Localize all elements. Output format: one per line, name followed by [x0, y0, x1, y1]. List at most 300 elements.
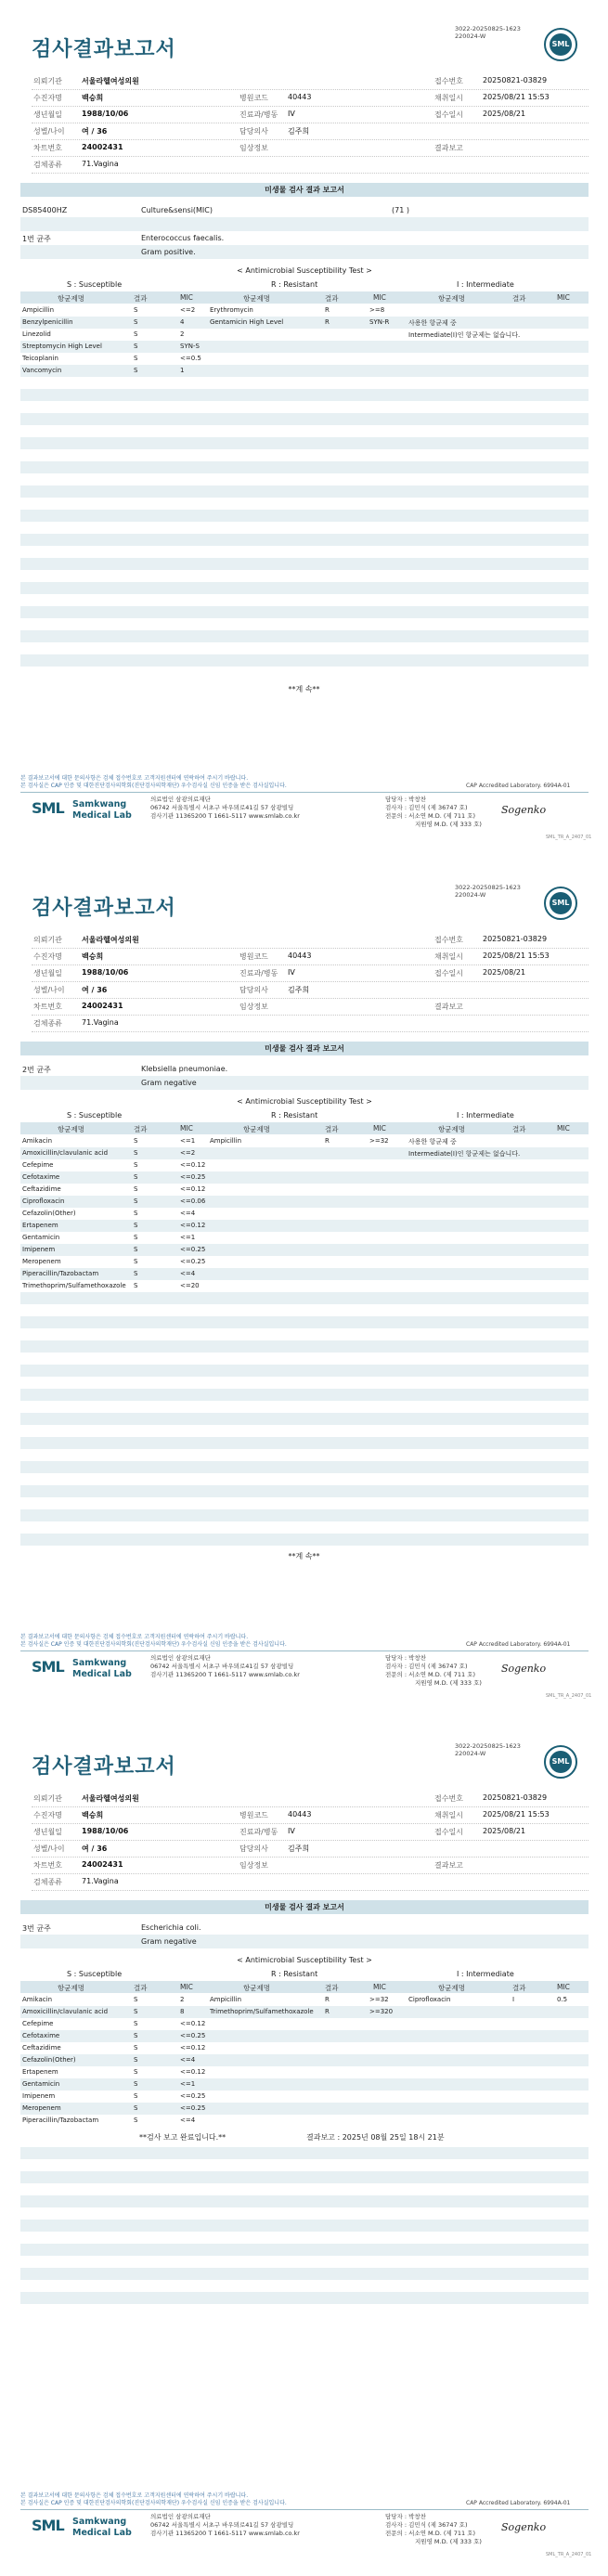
organism-label: DS85400HZ — [22, 206, 68, 214]
empty-row — [20, 2207, 589, 2220]
document-number-line: 3022-20250825-1623 — [455, 25, 521, 32]
mic: <=4 — [180, 2116, 196, 2124]
empty-row — [20, 1353, 589, 1365]
antibiotic-name: Cefotaxime — [22, 1173, 60, 1181]
ams-title: < Antimicrobial Susceptibility Test > — [237, 1097, 372, 1106]
report-title: 검사결과보고서 — [32, 38, 176, 61]
column-header-drug: 항균제명 — [243, 1125, 270, 1133]
staff-line: 담당자 : 박창찬 — [385, 796, 426, 803]
result: S — [134, 306, 138, 314]
lab-staff — [385, 2513, 482, 2546]
antibiotic-name: Imipenem — [22, 1246, 56, 1253]
column-header-result: 결과 — [134, 1984, 148, 1992]
empty-row — [20, 449, 589, 461]
signature: Sogenko — [501, 2521, 547, 2533]
info-value-hospital_code: 40443 — [288, 1810, 312, 1819]
ams-row — [20, 353, 589, 365]
empty-row — [20, 1292, 589, 1304]
ams-row — [20, 1232, 589, 1244]
empty-row — [20, 389, 589, 401]
empty-row — [20, 1534, 589, 1546]
result: S — [134, 2008, 138, 2015]
column-header-result: 결과 — [325, 1125, 339, 1133]
result: S — [134, 1210, 138, 1217]
info-value-hospital_code: 40443 — [288, 93, 312, 101]
empty-row — [20, 1425, 589, 1437]
ams-row — [20, 2091, 589, 2103]
empty-row — [20, 2280, 589, 2292]
ams-row — [20, 1256, 589, 1268]
legend-susceptible: S : Susceptible — [67, 1111, 123, 1120]
legend-resistant: R : Resistant — [271, 1970, 318, 1978]
legend-intermediate: I : Intermediate — [457, 1111, 514, 1120]
empty-row — [20, 534, 589, 546]
mic: <=0.12 — [180, 2068, 206, 2076]
ams-row — [20, 1268, 589, 1280]
lab-name-line1: Samkwang — [72, 1658, 127, 1668]
column-header-drug: 항균제명 — [58, 1984, 84, 1992]
info-value-collected: 2025/08/21 15:53 — [483, 93, 550, 101]
info-label-dept: 진료과/병동 — [239, 1828, 278, 1836]
mic: >=32 — [369, 1996, 389, 2003]
organism-line — [20, 1921, 589, 1935]
document-number-line: 3022-20250825-1623 — [455, 1742, 521, 1750]
mic: <=0.5 — [180, 355, 201, 362]
address-line: 의료법인 삼광의료재단 — [150, 2513, 211, 2520]
info-value-collected: 2025/08/21 15:53 — [483, 1810, 550, 1819]
antibiotic-name: Trimethoprim/Sulfamethoxazole — [210, 2008, 314, 2015]
info-value-specimen: 71.Vagina — [82, 1877, 119, 1885]
antibiotic-name: Ertapenem — [22, 1222, 58, 1229]
column-header-result: 결과 — [512, 1125, 526, 1133]
info-value-received_date: 2025/08/21 — [483, 110, 526, 118]
empty-row — [20, 2244, 589, 2256]
info-value-chart: 24002431 — [82, 1002, 123, 1010]
info-value-patient: 백승희 — [82, 94, 104, 102]
ams-legend — [20, 1969, 589, 1980]
footer-divider — [20, 792, 589, 793]
empty-row — [20, 570, 589, 582]
result: I — [512, 1996, 515, 2003]
empty-row — [20, 1377, 589, 1389]
antibiotic-name: Ciprofloxacin — [22, 1197, 65, 1205]
column-header-drug: 항균제명 — [58, 294, 84, 303]
empty-row — [20, 2220, 589, 2232]
organism-line — [20, 231, 589, 245]
ams-row — [20, 2078, 589, 2091]
info-label-report: 결과보고 — [434, 1861, 463, 1870]
info-label-specimen: 검체종류 — [33, 161, 62, 169]
mic: <=0.25 — [180, 2092, 206, 2100]
ams-legend — [20, 1110, 589, 1121]
footer-logo — [32, 2517, 72, 2544]
column-header-result: 결과 — [512, 1984, 526, 1992]
sml-logo — [544, 28, 577, 61]
info-label-client: 의뢰기관 — [33, 936, 62, 944]
ams-row — [20, 1135, 589, 1147]
result: S — [134, 355, 138, 362]
mic: <=0.12 — [180, 2020, 206, 2027]
report-complete-note: **검사 보고 완료입니다.** — [139, 2133, 226, 2142]
info-label-client: 의뢰기관 — [33, 1794, 62, 1803]
mic: <=1 — [180, 1137, 196, 1145]
result: S — [134, 1149, 138, 1157]
sml-logo — [544, 887, 577, 920]
legend-susceptible: S : Susceptible — [67, 1970, 123, 1978]
address-line: 의료법인 삼광의료재단 — [150, 1654, 211, 1662]
document-number-line: 220024-W — [455, 32, 486, 40]
empty-row — [20, 1521, 589, 1534]
empty-row — [20, 1340, 589, 1353]
info-row — [32, 949, 589, 965]
column-header-drug: 항균제명 — [243, 294, 270, 303]
antibiotic-name: Meropenem — [22, 1258, 61, 1265]
result: S — [134, 1996, 138, 2003]
lab-name — [72, 799, 132, 822]
ams-row — [20, 1994, 589, 2006]
column-header-mic: MIC — [180, 1124, 193, 1133]
staff-line: 전문의 : 서소연 M.D. (제 711 호) — [385, 2530, 476, 2537]
info-label-collected: 채취일시 — [434, 1811, 463, 1819]
sml-logo-text: SML — [550, 1751, 572, 1773]
info-label-dob: 생년월일 — [33, 1828, 62, 1836]
empty-row — [20, 498, 589, 510]
ams-row — [20, 2018, 589, 2030]
ams-row — [20, 365, 589, 377]
empty-row — [20, 1389, 589, 1401]
antibiotic-name: Intermediate(I)인 항균제는 없습니다. — [408, 331, 521, 339]
organism-line — [20, 217, 589, 231]
empty-row — [20, 1461, 589, 1473]
empty-row — [20, 667, 589, 679]
info-label-dept: 진료과/병동 — [239, 110, 278, 119]
info-value-specimen: 71.Vagina — [82, 160, 119, 168]
result: S — [134, 2020, 138, 2027]
mic: 2 — [180, 330, 185, 338]
lab-staff — [385, 1654, 482, 1688]
staff-line: 검사자 : 김민식 (제 36747 호) — [385, 804, 468, 811]
ams-row — [20, 1184, 589, 1196]
column-header-result: 결과 — [325, 294, 339, 303]
mic: <=1 — [180, 2080, 196, 2088]
ams-row — [20, 2042, 589, 2054]
info-value-hospital_code: 40443 — [288, 951, 312, 960]
signature: Sogenko — [501, 804, 547, 816]
antibiotic-name: 사용한 항균제 중 — [408, 1138, 457, 1146]
patient-info — [32, 1791, 589, 1891]
antibiotic-name: Piperacillin/Tazobactam — [22, 2116, 99, 2124]
info-value-patient: 백승희 — [82, 1811, 104, 1819]
column-header-result: 결과 — [134, 1125, 148, 1133]
info-row — [32, 90, 589, 107]
document-number-line: 220024-W — [455, 891, 486, 899]
lab-name — [72, 2517, 132, 2539]
info-label-sexage: 성별/나이 — [33, 1845, 65, 1853]
antibiotic-name: Streptomycin High Level — [22, 343, 102, 350]
mic: <=0.25 — [180, 1173, 206, 1181]
empty-row — [20, 1509, 589, 1521]
empty-row — [20, 618, 589, 630]
info-value-sexage: 여 / 36 — [82, 986, 108, 994]
staff-line: 지원영 M.D. (제 333 호) — [415, 821, 482, 828]
result: S — [134, 343, 138, 350]
info-value-sexage: 여 / 36 — [82, 1845, 108, 1853]
antibiotic-name: Cefazolin(Other) — [22, 2056, 76, 2064]
info-label-hospital_code: 병원코드 — [239, 1811, 268, 1819]
info-value-patient: 백승희 — [82, 952, 104, 961]
info-value-sexage: 여 / 36 — [82, 127, 108, 136]
result: S — [134, 2092, 138, 2100]
address-line: 06742 서울특별시 서초구 바우뫼로41길 57 삼광빌딩 — [150, 1663, 294, 1670]
info-label-doctor: 담당의사 — [239, 127, 268, 136]
empty-row — [20, 1449, 589, 1461]
ams-row — [20, 1196, 589, 1208]
antibiotic-name: Teicoplanin — [22, 355, 58, 362]
organism-line — [20, 1935, 589, 1948]
column-header-drug: 항균제명 — [438, 1125, 465, 1133]
antibiotic-name: Trimethoprim/Sulfamethoxazole — [22, 1282, 126, 1289]
column-header-mic: MIC — [373, 1124, 386, 1133]
notice-line: 본 결과보고서에 대한 문의사항은 검체 접수번호로 고객지원센터에 연락하여 주시기 바랍니다. — [20, 775, 249, 782]
info-label-report: 결과보고 — [434, 1003, 463, 1011]
ams-row — [20, 304, 589, 317]
micro-section-title: 미생물 검사 결과 보고서 — [20, 183, 589, 197]
ams-row — [20, 341, 589, 353]
empty-row — [20, 2159, 589, 2171]
antibiotic-name: Meropenem — [22, 2104, 61, 2112]
empty-row — [20, 642, 589, 654]
address-line: 검사기관 11365200 T 1661-5117 www.smlab.co.kr — [150, 812, 300, 820]
organism-text: Escherichia coli. — [141, 1923, 201, 1932]
result: S — [134, 2068, 138, 2076]
info-row — [32, 1841, 589, 1858]
info-label-sexage: 성별/나이 — [33, 986, 65, 994]
antibiotic-name: Ampicillin — [210, 1137, 242, 1145]
ams-row — [20, 2115, 589, 2127]
empty-row — [20, 437, 589, 449]
organism-text: Enterococcus faecalis. — [141, 234, 225, 242]
antibiotic-name: Benzylpenicillin — [22, 318, 73, 326]
antibiotic-name: Cefazolin(Other) — [22, 1210, 76, 1217]
info-label-report: 결과보고 — [434, 144, 463, 152]
footer-logo — [32, 799, 72, 827]
address-line: 06742 서울특별시 서초구 바우뫼로41길 57 삼광빌딩 — [150, 2521, 294, 2529]
info-value-received: 20250821-03829 — [483, 935, 548, 943]
info-label-patient: 수진자명 — [33, 952, 62, 961]
empty-row — [20, 1401, 589, 1413]
info-row — [32, 157, 589, 174]
info-value-received_date: 2025/08/21 — [483, 1827, 526, 1835]
empty-row — [20, 1328, 589, 1340]
empty-row — [20, 2292, 589, 2304]
info-value-dept: IV — [288, 968, 295, 977]
continued-note: **계 속** — [288, 1552, 320, 1560]
empty-row — [20, 473, 589, 485]
mic: <=0.25 — [180, 1246, 206, 1253]
cap-accreditation: CAP Accredited Laboratory. 6994A-01 — [466, 2500, 571, 2506]
info-row — [32, 107, 589, 123]
lab-staff — [385, 796, 482, 829]
antibiotic-name: Ampicillin — [22, 306, 55, 314]
info-row — [32, 932, 589, 949]
organism-text: Gram positive. — [141, 248, 196, 256]
column-header-mic: MIC — [557, 1983, 570, 1991]
staff-line: 지원영 M.D. (제 333 호) — [415, 2538, 482, 2545]
staff-line: 지원영 M.D. (제 333 호) — [415, 1679, 482, 1687]
info-value-received: 20250821-03829 — [483, 1793, 548, 1802]
ams-row — [20, 2006, 589, 2018]
organism-extra: (71 ) — [392, 206, 409, 214]
footer-logo-text: SML — [32, 799, 64, 817]
mic: <=0.12 — [180, 1185, 206, 1193]
info-label-received: 접수번호 — [434, 1794, 463, 1803]
micro-section-title: 미생물 검사 결과 보고서 — [20, 1042, 589, 1055]
info-label-chart: 차트번호 — [33, 1861, 62, 1870]
antibiotic-name: Intermediate(I)인 항균제는 없습니다. — [408, 1150, 521, 1158]
info-value-received: 20250821-03829 — [483, 76, 548, 84]
antibiotic-name: Ceftazidime — [22, 2044, 61, 2052]
antibiotic-name: Linezolid — [22, 330, 51, 338]
micro-section-title: 미생물 검사 결과 보고서 — [20, 1900, 589, 1914]
organism-text: Culture&sensi(MIC) — [141, 206, 213, 214]
mic: SYN-S — [180, 343, 200, 350]
mic: 2 — [180, 1996, 185, 2003]
ams-row — [20, 317, 589, 329]
antibiotic-name: Erythromycin — [210, 306, 253, 314]
legend-intermediate: I : Intermediate — [457, 280, 514, 289]
legend-susceptible: S : Susceptible — [67, 280, 123, 289]
mic: SYN-R — [369, 318, 390, 326]
result: S — [134, 318, 138, 326]
antibiotic-name: Cefepime — [22, 2020, 54, 2027]
info-value-client: 서울라헬여성의원 — [82, 77, 139, 85]
result: R — [325, 318, 330, 326]
lab-name-line1: Samkwang — [72, 2517, 127, 2527]
info-label-received: 접수번호 — [434, 936, 463, 944]
result: R — [325, 306, 330, 314]
empty-row — [20, 2256, 589, 2268]
info-value-received_date: 2025/08/21 — [483, 968, 526, 977]
antibiotic-name: Amoxicillin/clavulanic acid — [22, 1149, 109, 1157]
notice-line: 본 검사실은 CAP 인증 및 대한진단검사의학회(진단검사의학재단) 우수검사실 신임 인증을 받은 검사실입니다. — [20, 783, 287, 789]
result: S — [134, 330, 138, 338]
column-header-drug: 항균제명 — [58, 1125, 84, 1133]
result: S — [134, 2080, 138, 2088]
lab-name-line2: Medical Lab — [72, 1669, 132, 1679]
empty-row — [20, 1316, 589, 1328]
mic: 0.5 — [557, 1996, 568, 2003]
staff-line: 전문의 : 서소연 M.D. (제 711 호) — [385, 1671, 476, 1678]
info-label-received_date: 접수일시 — [434, 1828, 463, 1836]
antibiotic-name: Amikacin — [22, 1137, 53, 1145]
antibiotic-name: Imipenem — [22, 2092, 56, 2100]
info-label-doctor: 담당의사 — [239, 986, 268, 994]
footer-logo-text: SML — [32, 2517, 64, 2534]
column-header-drug: 항균제명 — [438, 294, 465, 303]
result: R — [325, 2008, 330, 2015]
mic: 8 — [180, 2008, 185, 2015]
organism-text: Gram negative — [141, 1079, 197, 1087]
ams-title: < Antimicrobial Susceptibility Test > — [237, 266, 372, 275]
empty-row — [20, 2195, 589, 2207]
mic: <=2 — [180, 306, 196, 314]
empty-row — [20, 413, 589, 425]
ams-row — [20, 1208, 589, 1220]
empty-row — [20, 582, 589, 594]
column-header-drug: 항균제명 — [243, 1984, 270, 1992]
result: S — [134, 2044, 138, 2052]
result: S — [134, 2032, 138, 2039]
info-row — [32, 1807, 589, 1824]
footer-divider — [20, 2509, 589, 2510]
empty-row — [20, 401, 589, 413]
empty-row — [20, 485, 589, 498]
info-label-dob: 생년월일 — [33, 969, 62, 977]
info-value-chart: 24002431 — [82, 143, 123, 151]
ams-row — [20, 1171, 589, 1184]
ams-row — [20, 2103, 589, 2115]
antibiotic-name: Ciprofloxacin — [408, 1996, 451, 2003]
info-label-dob: 생년월일 — [33, 110, 62, 119]
empty-row — [20, 2232, 589, 2244]
result: S — [134, 1173, 138, 1181]
empty-row — [20, 1485, 589, 1497]
footer-divider — [20, 1650, 589, 1651]
sml-logo-text: SML — [550, 892, 572, 914]
info-value-dob: 1988/10/06 — [82, 968, 129, 977]
mic: >=32 — [369, 1137, 389, 1145]
legend-resistant: R : Resistant — [271, 280, 318, 289]
document-number — [455, 1742, 521, 1757]
column-header-mic: MIC — [373, 293, 386, 302]
ams-legend — [20, 279, 589, 291]
info-row — [32, 123, 589, 140]
document-number-line: 3022-20250825-1623 — [455, 884, 521, 891]
info-value-client: 서울라헬여성의원 — [82, 1794, 139, 1803]
ams-row — [20, 1159, 589, 1171]
document-number — [455, 884, 521, 899]
cap-accreditation: CAP Accredited Laboratory. 6994A-01 — [466, 783, 571, 789]
staff-line: 전문의 : 서소연 M.D. (제 711 호) — [385, 812, 476, 820]
empty-row — [20, 2183, 589, 2195]
empty-row — [20, 2171, 589, 2183]
patient-info — [32, 73, 589, 174]
mic: 4 — [180, 318, 185, 326]
lab-name — [72, 1658, 132, 1680]
info-row — [32, 999, 589, 1016]
form-code: SML_TR_A_2407_01 — [546, 835, 592, 840]
info-label-patient: 수진자명 — [33, 1811, 62, 1819]
address-line: 검사기관 11365200 T 1661-5117 www.smlab.co.kr — [150, 2530, 300, 2537]
empty-row — [20, 1437, 589, 1449]
result: S — [134, 1282, 138, 1289]
mic: 1 — [180, 367, 185, 374]
address-line: 06742 서울특별시 서초구 바우뫼로41길 57 삼광빌딩 — [150, 804, 294, 811]
ams-row — [20, 1220, 589, 1232]
report-page — [0, 859, 608, 1717]
info-label-sexage: 성별/나이 — [33, 127, 65, 136]
result: S — [134, 2056, 138, 2064]
info-label-collected: 채취일시 — [434, 94, 463, 102]
organism-text: Gram negative — [141, 1937, 197, 1946]
result: S — [134, 1234, 138, 1241]
report-page — [0, 1717, 608, 2576]
signature: Sogenko — [501, 1663, 547, 1675]
info-value-collected: 2025/08/21 15:53 — [483, 951, 550, 960]
column-header-drug: 항균제명 — [438, 1984, 465, 1992]
footer-logo — [32, 1658, 72, 1686]
organism-label: 1번 균주 — [22, 235, 51, 243]
